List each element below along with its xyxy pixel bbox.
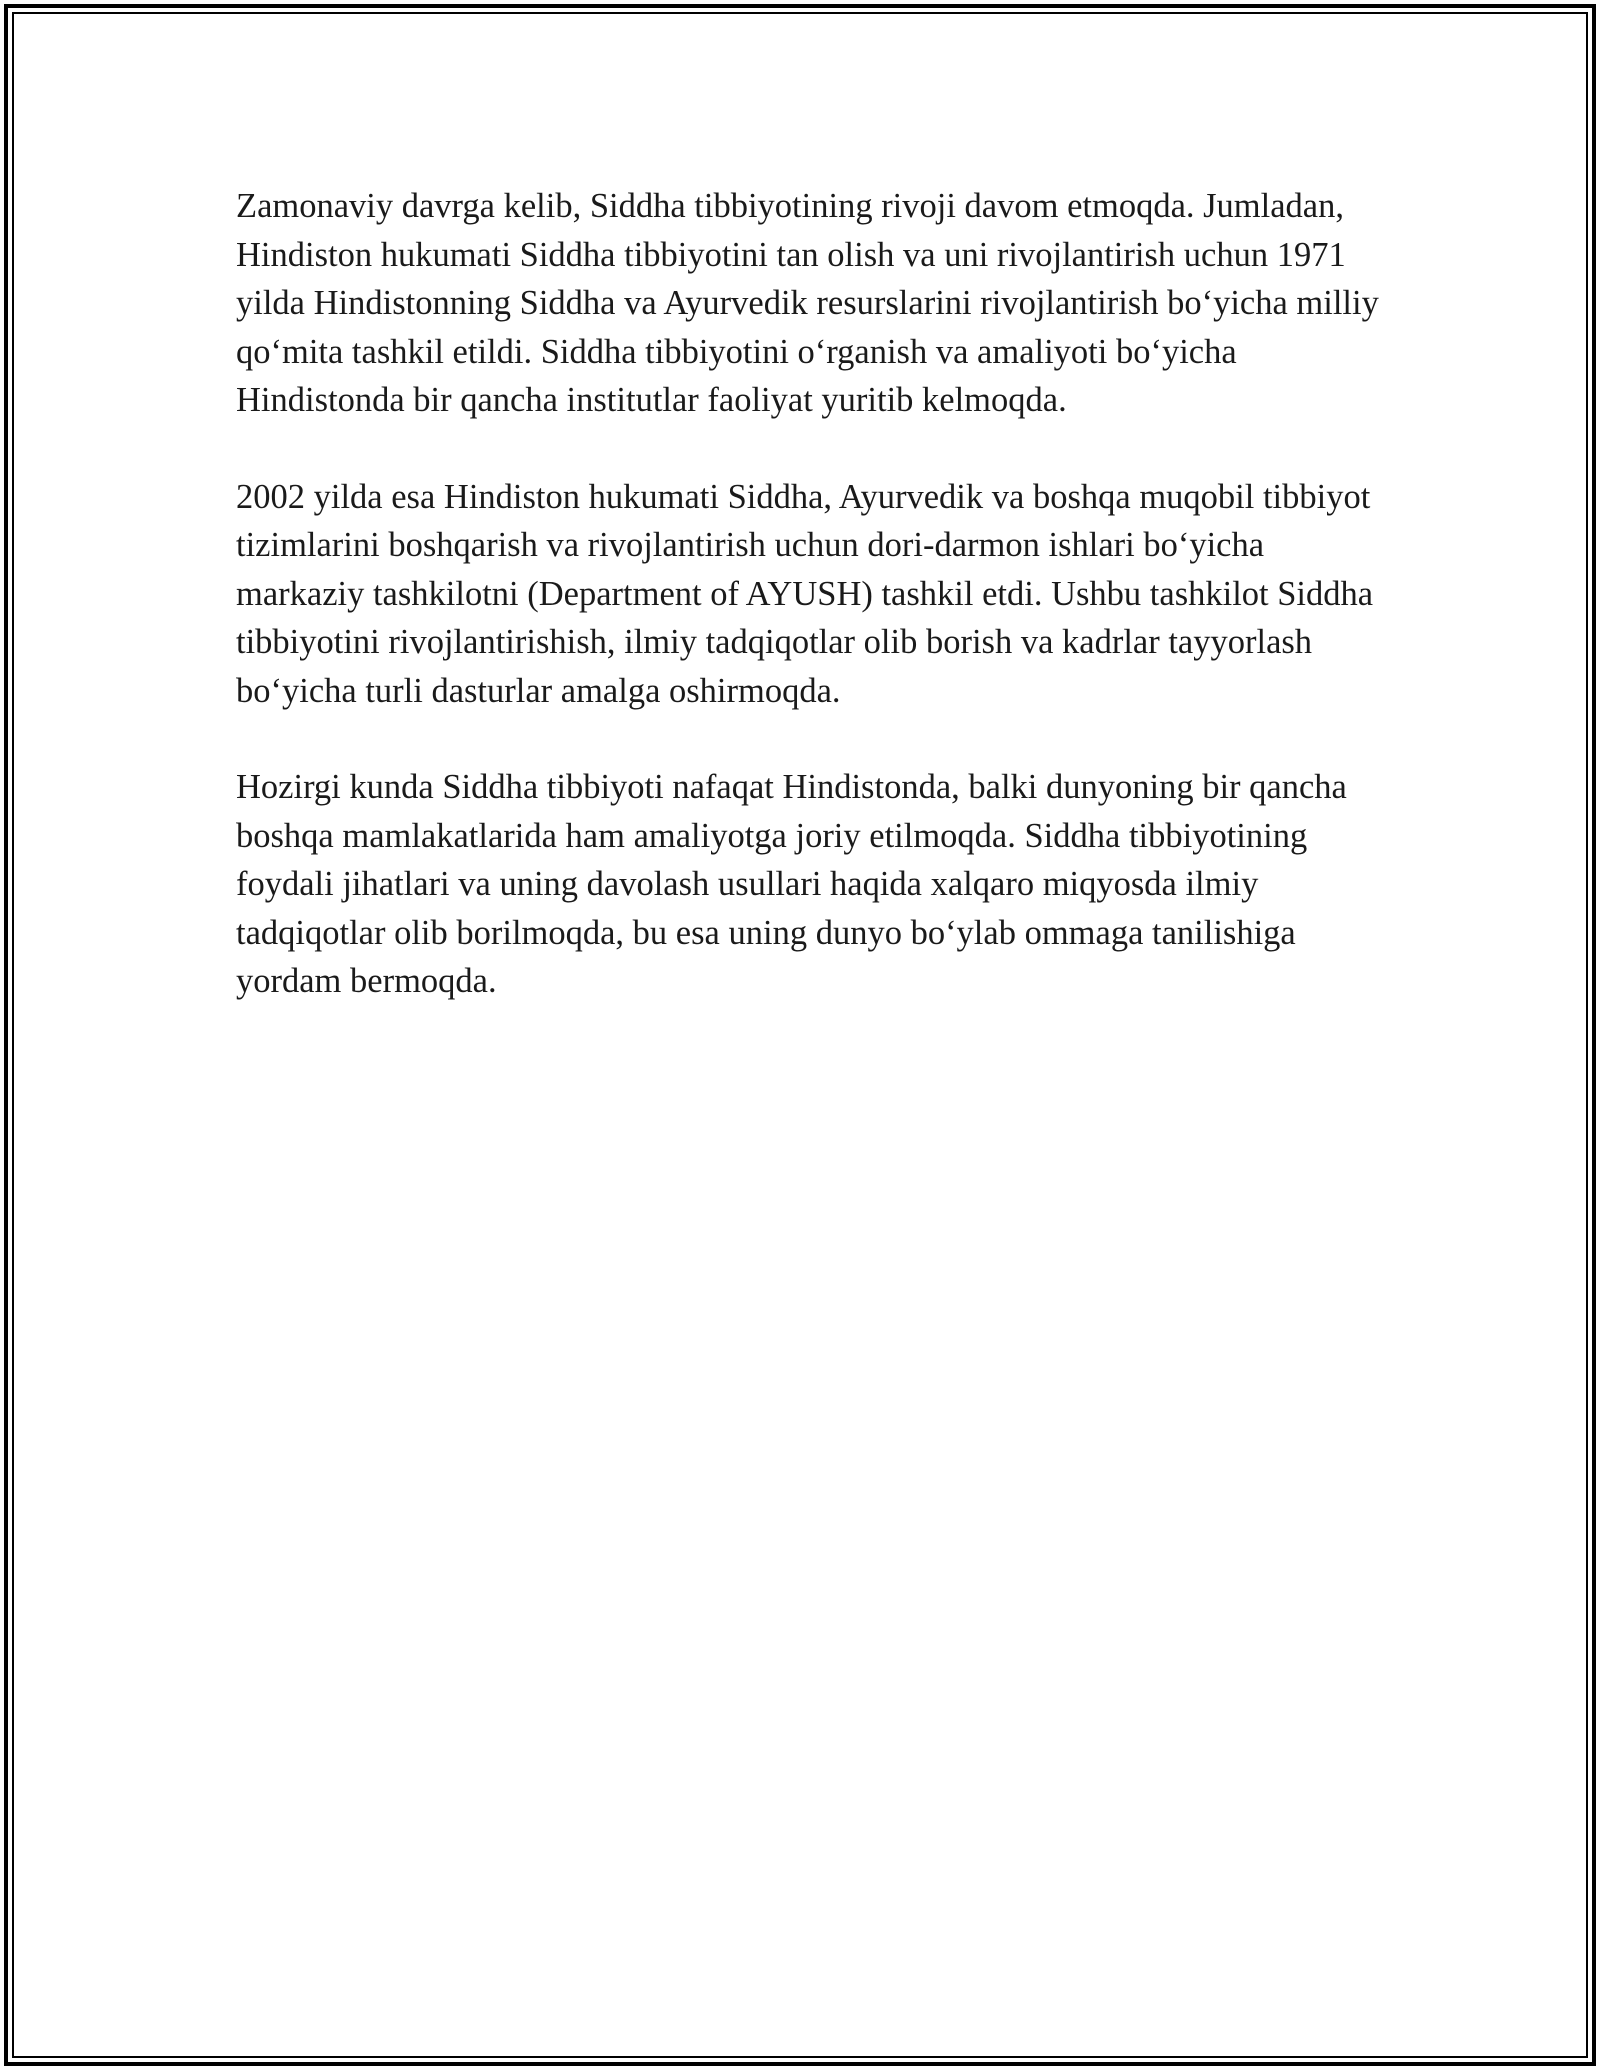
document-body	[236, 182, 1396, 1054]
paragraph-2: 2002 yilda esa Hindiston hukumati Siddha, Ayurvedik va boshqa muqobil tibbiyot tizimlarini boshqarish va rivojlantirish uchun dori-darmon ishlari bo‘yicha markaziy tashkilotni (Department of AYUSH) tashkil etdi. Ushbu tashkilot Siddha tibbiyotini rivojlantirishish, ilmiy tadqiqotlar olib borish va kadrlar tayyorlash bo‘yicha turli dasturlar amalga oshirmoqda.	[236, 477, 1374, 710]
paragraph-3: Hozirgi kunda Siddha tibbiyoti nafaqat Hindistonda, balki dunyoning bir qancha boshqa mamlakatlarida ham amaliyotga joriy etilmoqda. Siddha tibbiyotining foydali jihatlari va uning davolash usullari haqida xalqaro miqyosda ilmiy tadqiqotlar olib borilmoqda, bu esa uning dunyo bo‘ylab ommaga tanilishiga yordam bermoqda.	[236, 768, 1347, 1000]
paragraph-1: Zamonaviy davrga kelib, Siddha tibbiyotining rivoji davom etmoqda. Jumladan, Hindiston hukumati Siddha tibbiyotini tan olish va uni rivojlantirish uchun 1971 yilda Hindistonning Siddha va Ayurvedik resurslarini rivojlantirish bo‘yicha milliy qo‘mita tashkil etildi. Siddha tibbiyotini o‘rganish va amaliyoti bo‘yicha Hindistonda bir qancha institutlar faoliyat yuritib kelmoqda.	[236, 187, 1379, 419]
